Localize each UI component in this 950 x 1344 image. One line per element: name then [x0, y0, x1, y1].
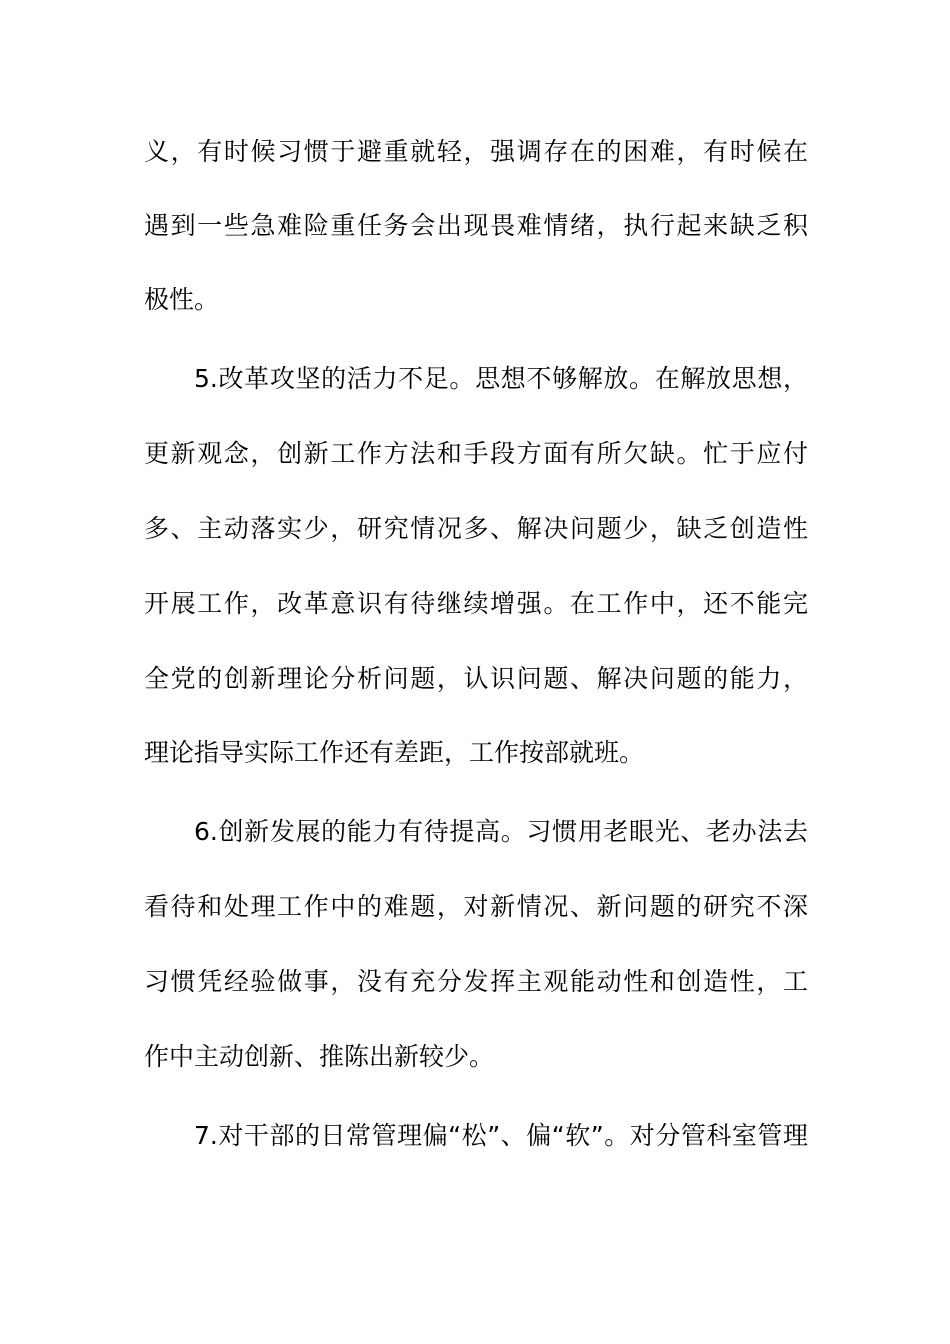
text-line: 极性。: [144, 285, 220, 314]
text-line: 看待和处理工作中的难题，对新情况、新问题的研究不深: [144, 892, 808, 921]
paragraph-7-heading-line: 7.对干部的日常管理偏“松”、偏“软”。对分管科室管理: [194, 1121, 808, 1150]
paragraph-5-heading-line: 5.改革攻坚的活力不足。思想不够解放。在解放思想，: [194, 364, 808, 393]
text-line: 多、主动落实少，研究情况多、解决问题少，缺乏创造性: [144, 514, 808, 543]
text-line: 遇到一些急难险重任务会出现畏难情绪，执行起来缺乏积: [144, 211, 808, 240]
text-line: 全党的创新理论分析问题，认识问题、解决问题的能力，: [144, 664, 808, 693]
text-line: 理论指导实际工作还有差距，工作按部就班。: [144, 738, 645, 767]
text-line: 更新观念，创新工作方法和手段方面有所欠缺。忙于应付: [144, 439, 808, 468]
text-line: 开展工作，改革意识有待继续增强。在工作中，还不能完: [144, 589, 808, 618]
paragraph-6-heading-line: 6.创新发展的能力有待提高。习惯用老眼光、老办法去: [194, 817, 808, 846]
text-line: 习惯凭经验做事，没有充分发挥主观能动性和创造性，工: [144, 967, 808, 996]
text-line: 作中主动创新、推陈出新较少。: [144, 1042, 495, 1071]
text-line: 义，有时候习惯于避重就轻，强调存在的困难，有时候在: [144, 137, 808, 166]
